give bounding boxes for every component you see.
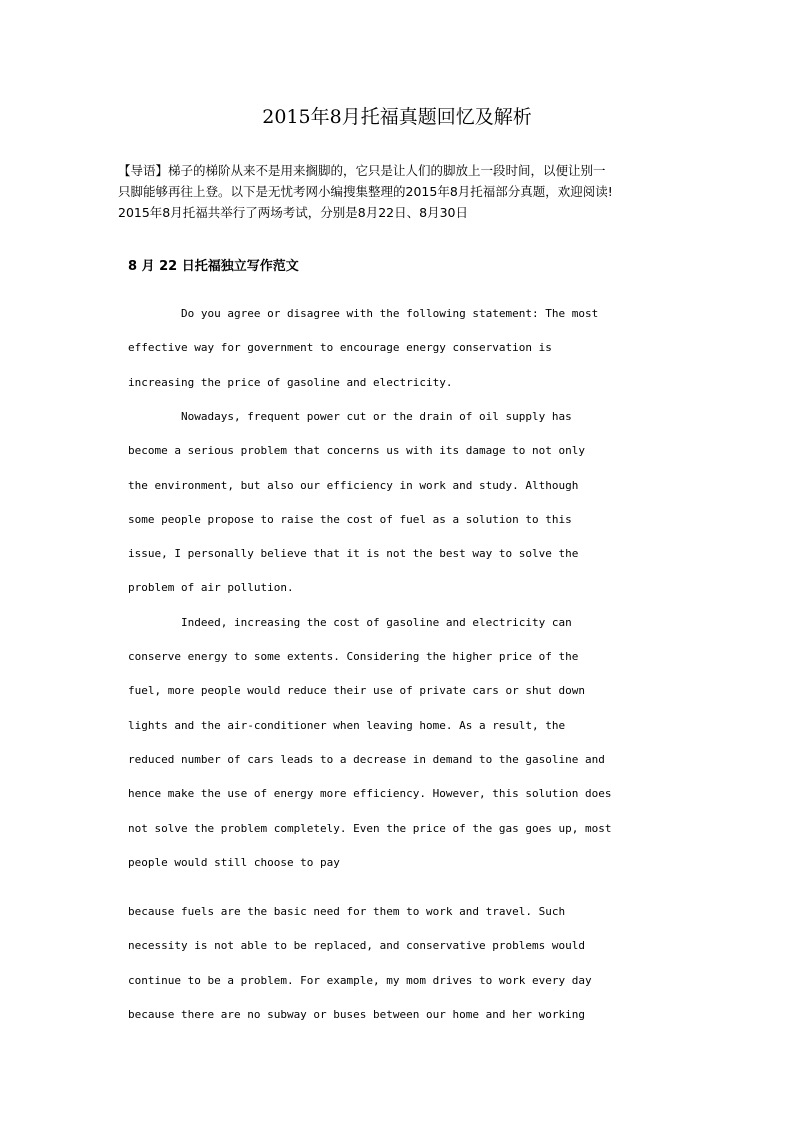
- section-heading: 8 月 22 日托福独立写作范文: [128, 259, 299, 274]
- essay-line: conserve energy to some extents. Considering the higher price of the: [128, 650, 579, 663]
- essay-line: Indeed, increasing the cost of gasoline and electricity can: [128, 616, 572, 629]
- essay-line: lights and the air-conditioner when leaving home. As a result, the: [128, 719, 566, 732]
- essay-line: become a serious problem that concerns us with its damage to not only: [128, 444, 585, 457]
- essay-line: effective way for government to encourage energy conservation is: [128, 341, 552, 354]
- essay-line: the environment, but also our efficiency in work and study. Although: [128, 479, 579, 492]
- essay-line: continue to be a problem. For example, my mom drives to work every day: [128, 974, 592, 987]
- intro-paragraph: [118, 160, 678, 223]
- essay-line: Nowadays, frequent power cut or the drain of oil supply has: [128, 410, 572, 423]
- essay-line: not solve the problem completely. Even the price of the gas goes up, most: [128, 822, 612, 835]
- essay-line: some people propose to raise the cost of fuel as a solution to this: [128, 513, 572, 526]
- document-title: 2015年8月托福真题回忆及解析: [262, 106, 532, 128]
- intro-line: 【导语】梯子的梯阶从来不是用来搁脚的，它只是让人们的脚放上一段时间，以便让别一: [118, 163, 606, 178]
- essay-line: problem of air pollution.: [128, 581, 294, 594]
- essay-line: increasing the price of gasoline and electricity.: [128, 376, 453, 389]
- intro-line: 只脚能够再往上登。以下是无忧考网小编搜集整理的2015年8月托福部分真题，欢迎阅读!: [118, 184, 613, 199]
- essay-line: issue, I personally believe that it is not the best way to solve the: [128, 547, 579, 560]
- essay-line: fuel, more people would reduce their use of private cars or shut down: [128, 684, 585, 697]
- essay-line: people would still choose to pay: [128, 856, 340, 869]
- intro-line: 2015年8月托福共举行了两场考试，分别是8月22日、8月30日: [118, 205, 468, 220]
- essay-line: necessity is not able to be replaced, and conservative problems would: [128, 939, 585, 952]
- essay-line: because there are no subway or buses between our home and her working: [128, 1008, 585, 1021]
- essay-line: hence make the use of energy more efficiency. However, this solution does: [128, 787, 612, 800]
- essay-line: because fuels are the basic need for them to work and travel. Such: [128, 905, 566, 918]
- essay-line: reduced number of cars leads to a decrease in demand to the gasoline and: [128, 753, 605, 766]
- essay-line: Do you agree or disagree with the following statement: The most: [128, 307, 599, 320]
